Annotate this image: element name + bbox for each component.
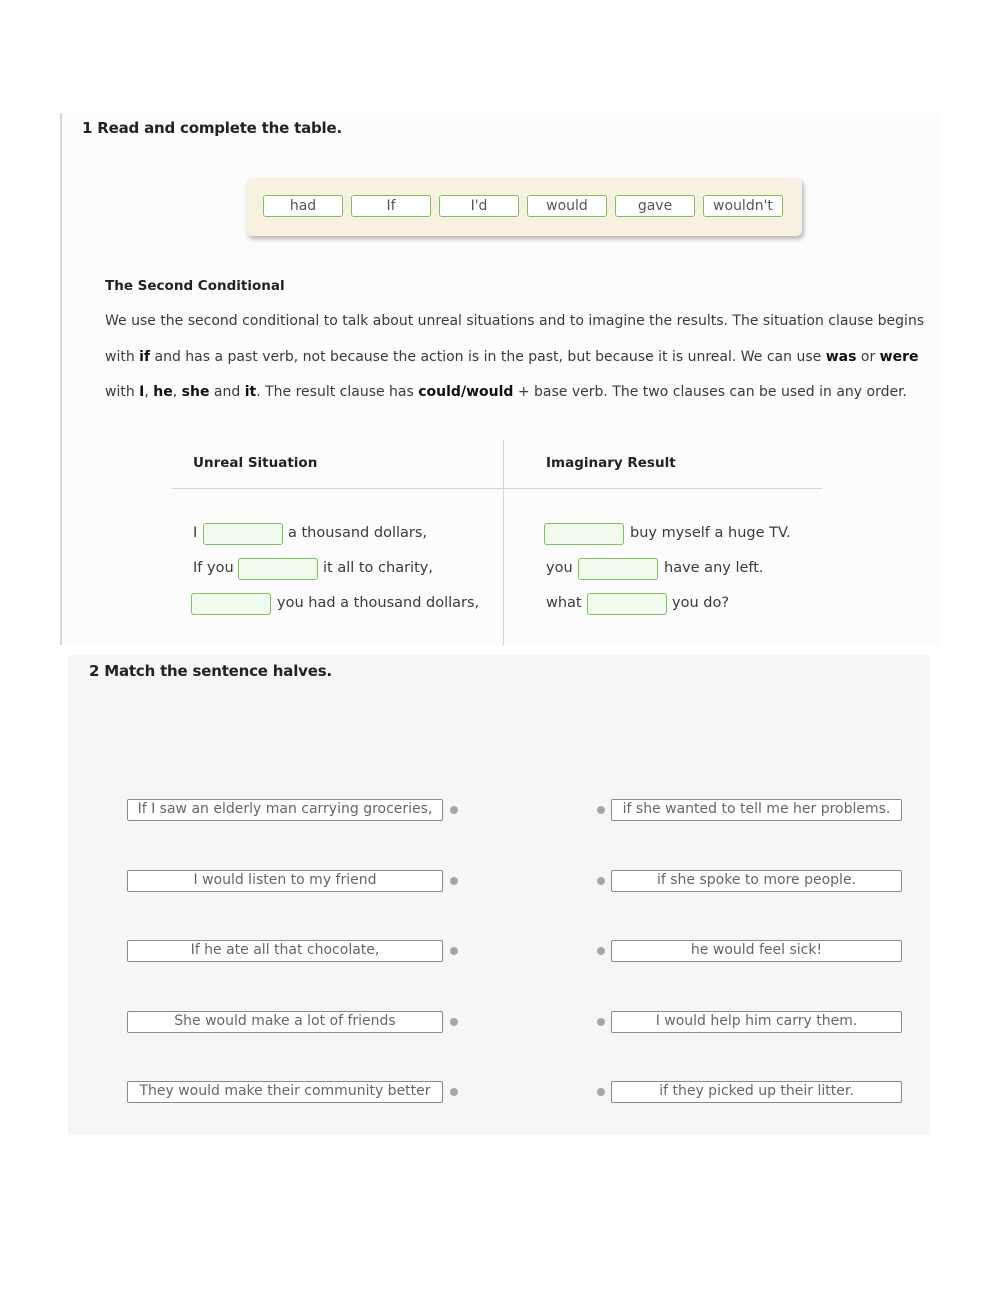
word-chip-wouldnt[interactable]: wouldn't bbox=[703, 195, 783, 217]
word-chip-gave[interactable]: gave bbox=[615, 195, 695, 217]
match-right-1-dot[interactable] bbox=[597, 806, 605, 814]
table-header-unreal-situation: Unreal Situation bbox=[193, 455, 318, 471]
row3-left-blank[interactable] bbox=[191, 593, 271, 615]
row3-left-suffix: you had a thousand dollars, bbox=[277, 595, 480, 611]
row1-right-suffix: buy myself a huge TV. bbox=[630, 525, 791, 541]
match-right-2-dot[interactable] bbox=[597, 877, 605, 885]
grammar-explanation: We use the second conditional to talk about unreal situations and to imagine the results. The situation clause begins with if and has a past verb, not because the action is in the past, but because it is unreal. We can use was or were with I, he, she and it. The result clause has could/would + base verb. The two clauses can be used in any order. bbox=[105, 313, 925, 400]
row2-left-prefix: If you bbox=[193, 560, 234, 576]
row2-left-blank[interactable] bbox=[238, 558, 318, 580]
match-left-4-dot[interactable] bbox=[450, 1018, 458, 1026]
row2-right-prefix: you bbox=[546, 560, 573, 576]
match-right-1[interactable]: if she wanted to tell me her problems. bbox=[611, 799, 902, 821]
match-left-1-dot[interactable] bbox=[450, 806, 458, 814]
match-left-1[interactable]: If I saw an elderly man carrying groceries, bbox=[127, 799, 443, 821]
match-left-4[interactable]: She would make a lot of friends bbox=[127, 1011, 443, 1033]
row2-right-blank[interactable] bbox=[578, 558, 658, 580]
exercise-1-heading: 1 Read and complete the table. bbox=[82, 119, 342, 137]
table-divider-horizontal bbox=[172, 488, 822, 489]
row1-left-prefix: I bbox=[193, 525, 198, 541]
match-left-2-dot[interactable] bbox=[450, 877, 458, 885]
word-chip-would[interactable]: would bbox=[527, 195, 607, 217]
word-bank bbox=[246, 178, 802, 236]
row1-right-blank[interactable] bbox=[544, 523, 624, 545]
match-left-3[interactable]: If he ate all that chocolate, bbox=[127, 940, 443, 962]
row3-right-blank[interactable] bbox=[587, 593, 667, 615]
match-right-2[interactable]: if she spoke to more people. bbox=[611, 870, 902, 892]
row2-right-suffix: have any left. bbox=[664, 560, 764, 576]
word-chip-if[interactable]: If bbox=[351, 195, 431, 217]
row1-left-suffix: a thousand dollars, bbox=[288, 525, 428, 541]
table-divider-vertical bbox=[503, 440, 504, 645]
match-left-5[interactable]: They would make their community better bbox=[127, 1081, 443, 1103]
match-left-3-dot[interactable] bbox=[450, 947, 458, 955]
row3-right-prefix: what bbox=[546, 595, 582, 611]
match-right-5-dot[interactable] bbox=[597, 1088, 605, 1096]
exercise-2-panel bbox=[68, 655, 930, 1135]
match-right-3[interactable]: he would feel sick! bbox=[611, 940, 902, 962]
grammar-subheading: The Second Conditional bbox=[105, 278, 285, 294]
match-right-4[interactable]: I would help him carry them. bbox=[611, 1011, 902, 1033]
match-right-3-dot[interactable] bbox=[597, 947, 605, 955]
match-left-5-dot[interactable] bbox=[450, 1088, 458, 1096]
exercise-1-left-rule bbox=[60, 113, 62, 645]
word-chip-had[interactable]: had bbox=[263, 195, 343, 217]
row2-left-suffix: it all to charity, bbox=[323, 560, 433, 576]
row1-left-blank[interactable] bbox=[203, 523, 283, 545]
match-right-4-dot[interactable] bbox=[597, 1018, 605, 1026]
match-right-5[interactable]: if they picked up their litter. bbox=[611, 1081, 902, 1103]
word-chip-id[interactable]: I'd bbox=[439, 195, 519, 217]
match-left-2[interactable]: I would listen to my friend bbox=[127, 870, 443, 892]
table-header-imaginary-result: Imaginary Result bbox=[546, 455, 676, 471]
exercise-2-heading: 2 Match the sentence halves. bbox=[89, 662, 332, 680]
row3-right-suffix: you do? bbox=[672, 595, 730, 611]
